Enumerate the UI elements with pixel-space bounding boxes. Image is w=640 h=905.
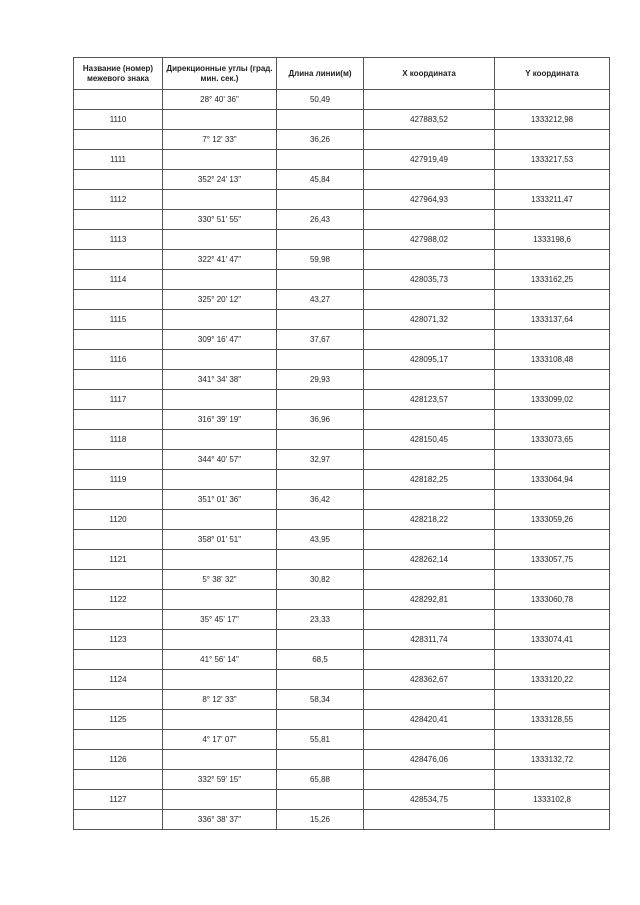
cell-direction-angle: 316° 39' 19" <box>163 410 277 430</box>
cell-line-length <box>277 790 364 810</box>
table-row <box>74 470 610 490</box>
cell-y-coordinate: 1333073,65 <box>495 430 610 450</box>
header-y-coordinate: Y координата <box>495 58 610 90</box>
cell-mark-name <box>74 250 163 270</box>
cell-y-coordinate: 1333108,48 <box>495 350 610 370</box>
cell-x-coordinate: 428420,41 <box>364 710 495 730</box>
cell-direction-angle: 7° 12' 33" <box>163 130 277 150</box>
cell-y-coordinate <box>495 370 610 390</box>
cell-line-length <box>277 150 364 170</box>
cell-line-length: 45,84 <box>277 170 364 190</box>
cell-y-coordinate: 1333211,47 <box>495 190 610 210</box>
cell-y-coordinate <box>495 290 610 310</box>
cell-x-coordinate <box>364 330 495 350</box>
cell-x-coordinate: 427919,49 <box>364 150 495 170</box>
cell-direction-angle <box>163 630 277 650</box>
cell-line-length <box>277 190 364 210</box>
cell-y-coordinate: 1333128,55 <box>495 710 610 730</box>
cell-y-coordinate <box>495 170 610 190</box>
cell-y-coordinate <box>495 770 610 790</box>
cell-mark-name <box>74 530 163 550</box>
cell-x-coordinate <box>364 250 495 270</box>
cell-direction-angle: 309° 16' 47" <box>163 330 277 350</box>
cell-mark-name <box>74 290 163 310</box>
cell-y-coordinate <box>495 530 610 550</box>
cell-direction-angle: 341° 34' 38" <box>163 370 277 390</box>
cell-direction-angle <box>163 270 277 290</box>
cell-y-coordinate: 1333102,8 <box>495 790 610 810</box>
cell-mark-name: 1121 <box>74 550 163 570</box>
header-line-length: Длина линии(м) <box>277 58 364 90</box>
table-row <box>74 170 610 190</box>
table-row <box>74 790 610 810</box>
cell-x-coordinate <box>364 570 495 590</box>
cell-direction-angle: 330° 51' 55" <box>163 210 277 230</box>
header-direction-angle: Дирекционные углы (град. мин. сек.) <box>163 58 277 90</box>
cell-x-coordinate: 428071,32 <box>364 310 495 330</box>
cell-y-coordinate <box>495 90 610 110</box>
cell-x-coordinate <box>364 210 495 230</box>
cell-mark-name: 1123 <box>74 630 163 650</box>
cell-mark-name: 1114 <box>74 270 163 290</box>
cell-mark-name <box>74 330 163 350</box>
cell-y-coordinate <box>495 490 610 510</box>
cell-mark-name <box>74 610 163 630</box>
cell-line-length: 32,97 <box>277 450 364 470</box>
cell-direction-angle <box>163 110 277 130</box>
cell-mark-name <box>74 90 163 110</box>
cell-line-length <box>277 670 364 690</box>
table-row <box>74 490 610 510</box>
cell-mark-name: 1118 <box>74 430 163 450</box>
table-row <box>74 190 610 210</box>
cell-y-coordinate <box>495 610 610 630</box>
cell-direction-angle: 351° 01' 36" <box>163 490 277 510</box>
cell-direction-angle <box>163 790 277 810</box>
cell-mark-name: 1126 <box>74 750 163 770</box>
cell-line-length: 36,26 <box>277 130 364 150</box>
table-row <box>74 730 610 750</box>
header-mark-name: Название (номер) межевого знака <box>74 58 163 90</box>
cell-y-coordinate: 1333198,6 <box>495 230 610 250</box>
cell-y-coordinate <box>495 570 610 590</box>
cell-direction-angle <box>163 510 277 530</box>
boundary-marks-table <box>73 57 610 830</box>
cell-line-length: 65,88 <box>277 770 364 790</box>
cell-mark-name: 1124 <box>74 670 163 690</box>
cell-direction-angle: 358° 01' 51" <box>163 530 277 550</box>
table-row <box>74 390 610 410</box>
table-row <box>74 110 610 130</box>
cell-x-coordinate <box>364 810 495 830</box>
cell-direction-angle <box>163 310 277 330</box>
table-header <box>74 58 610 90</box>
cell-x-coordinate <box>364 90 495 110</box>
cell-x-coordinate <box>364 170 495 190</box>
cell-direction-angle: 336° 38' 37" <box>163 810 277 830</box>
header-row <box>74 58 610 90</box>
cell-line-length: 55,81 <box>277 730 364 750</box>
cell-direction-angle: 28° 40' 36" <box>163 90 277 110</box>
table-row <box>74 510 610 530</box>
cell-y-coordinate: 1333060,78 <box>495 590 610 610</box>
table-row <box>74 710 610 730</box>
cell-line-length: 43,95 <box>277 530 364 550</box>
cell-line-length: 29,93 <box>277 370 364 390</box>
table-row <box>74 130 610 150</box>
cell-y-coordinate: 1333064,94 <box>495 470 610 490</box>
cell-y-coordinate: 1333057,75 <box>495 550 610 570</box>
cell-direction-angle <box>163 230 277 250</box>
table-row <box>74 370 610 390</box>
cell-y-coordinate: 1333132,72 <box>495 750 610 770</box>
cell-mark-name: 1119 <box>74 470 163 490</box>
cell-x-coordinate <box>364 770 495 790</box>
cell-x-coordinate: 427988,02 <box>364 230 495 250</box>
cell-y-coordinate <box>495 810 610 830</box>
cell-mark-name <box>74 650 163 670</box>
cell-mark-name: 1111 <box>74 150 163 170</box>
cell-y-coordinate <box>495 690 610 710</box>
cell-direction-angle <box>163 470 277 490</box>
cell-line-length: 50,49 <box>277 90 364 110</box>
cell-line-length <box>277 390 364 410</box>
cell-x-coordinate: 428292,81 <box>364 590 495 610</box>
cell-direction-angle: 322° 41' 47" <box>163 250 277 270</box>
table-row <box>74 230 610 250</box>
cell-y-coordinate: 1333074,41 <box>495 630 610 650</box>
cell-x-coordinate <box>364 410 495 430</box>
cell-mark-name: 1116 <box>74 350 163 370</box>
cell-direction-angle: 41° 56' 14" <box>163 650 277 670</box>
cell-x-coordinate: 428218,22 <box>364 510 495 530</box>
cell-mark-name <box>74 130 163 150</box>
cell-y-coordinate: 1333212,98 <box>495 110 610 130</box>
cell-line-length: 26,43 <box>277 210 364 230</box>
cell-line-length <box>277 310 364 330</box>
cell-direction-angle <box>163 390 277 410</box>
cell-line-length <box>277 430 364 450</box>
cell-line-length <box>277 750 364 770</box>
cell-direction-angle: 332° 59' 15" <box>163 770 277 790</box>
cell-line-length: 59,98 <box>277 250 364 270</box>
cell-line-length <box>277 350 364 370</box>
cell-x-coordinate: 428262,14 <box>364 550 495 570</box>
cell-mark-name <box>74 490 163 510</box>
cell-x-coordinate: 428035,73 <box>364 270 495 290</box>
cell-line-length <box>277 270 364 290</box>
cell-x-coordinate <box>364 690 495 710</box>
cell-y-coordinate: 1333217,53 <box>495 150 610 170</box>
cell-x-coordinate <box>364 730 495 750</box>
cell-line-length: 23,33 <box>277 610 364 630</box>
cell-direction-angle <box>163 150 277 170</box>
table-row <box>74 210 610 230</box>
table-row <box>74 450 610 470</box>
table-row <box>74 150 610 170</box>
cell-mark-name <box>74 370 163 390</box>
cell-direction-angle <box>163 670 277 690</box>
cell-direction-angle: 35° 45' 17" <box>163 610 277 630</box>
table-row <box>74 650 610 670</box>
cell-x-coordinate: 428095,17 <box>364 350 495 370</box>
cell-line-length <box>277 230 364 250</box>
cell-y-coordinate: 1333059,26 <box>495 510 610 530</box>
cell-line-length <box>277 710 364 730</box>
cell-x-coordinate <box>364 290 495 310</box>
cell-mark-name: 1112 <box>74 190 163 210</box>
cell-mark-name: 1113 <box>74 230 163 250</box>
cell-y-coordinate: 1333162,25 <box>495 270 610 290</box>
cell-mark-name: 1127 <box>74 790 163 810</box>
cell-direction-angle: 8° 12' 33" <box>163 690 277 710</box>
cell-y-coordinate <box>495 210 610 230</box>
cell-x-coordinate: 428123,57 <box>364 390 495 410</box>
cell-x-coordinate <box>364 530 495 550</box>
boundary-marks-table-container <box>73 57 610 830</box>
cell-x-coordinate: 428534,75 <box>364 790 495 810</box>
cell-mark-name <box>74 810 163 830</box>
cell-y-coordinate <box>495 410 610 430</box>
cell-mark-name <box>74 770 163 790</box>
cell-line-length: 15,26 <box>277 810 364 830</box>
cell-line-length: 58,34 <box>277 690 364 710</box>
table-row <box>74 610 610 630</box>
cell-mark-name <box>74 730 163 750</box>
cell-x-coordinate <box>364 130 495 150</box>
cell-line-length: 37,67 <box>277 330 364 350</box>
cell-direction-angle: 344° 40' 57" <box>163 450 277 470</box>
cell-line-length: 68,5 <box>277 650 364 670</box>
cell-mark-name <box>74 210 163 230</box>
table-row <box>74 330 610 350</box>
cell-y-coordinate <box>495 330 610 350</box>
cell-y-coordinate: 1333137,64 <box>495 310 610 330</box>
cell-line-length: 36,96 <box>277 410 364 430</box>
table-row <box>74 670 610 690</box>
cell-y-coordinate: 1333120,22 <box>495 670 610 690</box>
cell-direction-angle <box>163 590 277 610</box>
cell-mark-name <box>74 450 163 470</box>
cell-x-coordinate <box>364 370 495 390</box>
cell-direction-angle <box>163 190 277 210</box>
cell-direction-angle <box>163 430 277 450</box>
cell-y-coordinate <box>495 130 610 150</box>
table-row <box>74 550 610 570</box>
table-row <box>74 90 610 110</box>
cell-mark-name: 1120 <box>74 510 163 530</box>
table-row <box>74 690 610 710</box>
cell-x-coordinate: 428150,45 <box>364 430 495 450</box>
cell-y-coordinate <box>495 730 610 750</box>
cell-line-length <box>277 110 364 130</box>
cell-mark-name <box>74 410 163 430</box>
table-row <box>74 590 610 610</box>
cell-mark-name <box>74 690 163 710</box>
table-row <box>74 630 610 650</box>
cell-direction-angle: 352° 24' 13" <box>163 170 277 190</box>
cell-line-length <box>277 590 364 610</box>
cell-direction-angle: 4° 17' 07" <box>163 730 277 750</box>
cell-line-length <box>277 510 364 530</box>
table-row <box>74 570 610 590</box>
cell-line-length: 43,27 <box>277 290 364 310</box>
table-row <box>74 430 610 450</box>
cell-mark-name <box>74 570 163 590</box>
cell-mark-name: 1115 <box>74 310 163 330</box>
cell-direction-angle: 5° 38' 32" <box>163 570 277 590</box>
cell-x-coordinate <box>364 650 495 670</box>
cell-x-coordinate: 428362,67 <box>364 670 495 690</box>
cell-y-coordinate: 1333099,02 <box>495 390 610 410</box>
cell-direction-angle: 325° 20' 12" <box>163 290 277 310</box>
table-row <box>74 770 610 790</box>
cell-line-length: 36,42 <box>277 490 364 510</box>
cell-line-length <box>277 630 364 650</box>
cell-direction-angle <box>163 550 277 570</box>
table-row <box>74 810 610 830</box>
table-row <box>74 350 610 370</box>
cell-direction-angle <box>163 710 277 730</box>
cell-direction-angle <box>163 350 277 370</box>
cell-mark-name <box>74 170 163 190</box>
table-row <box>74 530 610 550</box>
cell-line-length <box>277 550 364 570</box>
cell-x-coordinate: 427883,52 <box>364 110 495 130</box>
cell-y-coordinate <box>495 650 610 670</box>
table-row <box>74 310 610 330</box>
cell-direction-angle <box>163 750 277 770</box>
cell-mark-name: 1122 <box>74 590 163 610</box>
cell-x-coordinate <box>364 610 495 630</box>
cell-mark-name: 1110 <box>74 110 163 130</box>
cell-y-coordinate <box>495 250 610 270</box>
cell-mark-name: 1125 <box>74 710 163 730</box>
cell-line-length: 30,82 <box>277 570 364 590</box>
cell-x-coordinate: 428311,74 <box>364 630 495 650</box>
table-body <box>74 90 610 830</box>
cell-y-coordinate <box>495 450 610 470</box>
cell-x-coordinate: 428476,06 <box>364 750 495 770</box>
table-row <box>74 750 610 770</box>
cell-x-coordinate: 427964,93 <box>364 190 495 210</box>
table-row <box>74 290 610 310</box>
cell-line-length <box>277 470 364 490</box>
table-row <box>74 270 610 290</box>
cell-x-coordinate <box>364 450 495 470</box>
table-row <box>74 250 610 270</box>
header-x-coordinate: X координата <box>364 58 495 90</box>
cell-x-coordinate <box>364 490 495 510</box>
cell-x-coordinate: 428182,25 <box>364 470 495 490</box>
table-row <box>74 410 610 430</box>
cell-mark-name: 1117 <box>74 390 163 410</box>
